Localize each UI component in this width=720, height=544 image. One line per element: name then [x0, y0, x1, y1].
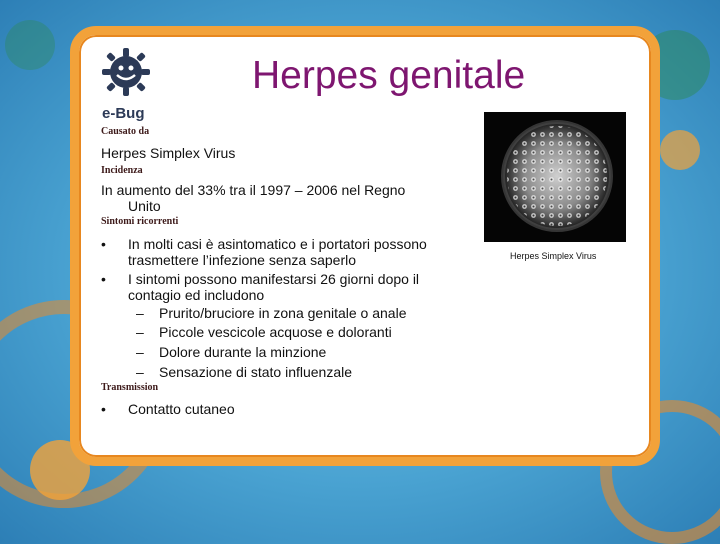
bullet-marker: •: [101, 401, 106, 417]
cause-heading: Causato da: [101, 126, 150, 137]
symptoms-heading: Sintomi ricorrenti: [101, 216, 179, 227]
logo-text: e-Bug: [102, 105, 145, 122]
list-item: [128, 236, 427, 268]
virus-decoration-icon: [660, 130, 700, 170]
incidence-text: [101, 182, 405, 214]
list-item-line: I sintomi possono manifestarsi 26 giorni dopo il: [128, 271, 420, 287]
dash-marker: –: [136, 324, 144, 340]
incidence-heading: Incidenza: [101, 165, 143, 176]
virus-micrograph-icon: [484, 112, 626, 242]
transmission-heading: Transmission: [101, 382, 159, 393]
cause-text: Herpes Simplex Virus: [101, 145, 236, 161]
sub-list-item: Dolore durante la minzione: [159, 344, 327, 360]
dash-marker: –: [136, 364, 144, 380]
bullet-marker: •: [101, 236, 106, 252]
list-item: [128, 271, 419, 303]
ebug-logo-icon: [100, 44, 156, 124]
slide-title: Herpes genitale: [252, 54, 526, 97]
virus-micrograph-image: [484, 112, 626, 242]
sub-list-item: Sensazione di stato influenzale: [159, 364, 353, 380]
incidence-text-line: Unito: [128, 198, 161, 214]
dash-marker: –: [136, 305, 144, 321]
bullet-marker: •: [101, 271, 106, 287]
sub-list-item: Piccole vescicole acquose e doloranti: [159, 324, 392, 340]
list-item-line: In molti casi è asintomatico e i portatori possono: [128, 236, 427, 252]
sub-list-item: Prurito/bruciore in zona genitale o anale: [159, 305, 407, 321]
image-caption: Herpes Simplex Virus: [510, 251, 597, 261]
list-item-line: trasmettere l’infezione senza saperlo: [128, 252, 357, 268]
dash-marker: –: [136, 344, 144, 360]
list-item-line: contagio ed includono: [128, 287, 265, 303]
virus-decoration-icon: [5, 20, 55, 70]
incidence-text-line: In aumento del 33% tra il 1997 – 2006 nel Regno: [101, 182, 406, 198]
list-item: Contatto cutaneo: [128, 401, 235, 417]
